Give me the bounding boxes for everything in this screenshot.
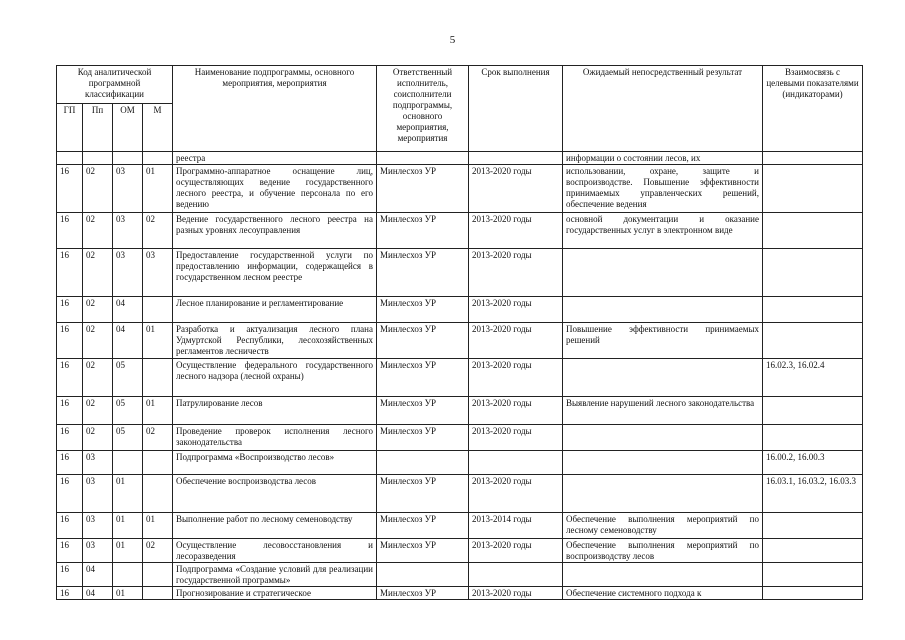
cell-gp: 16	[57, 563, 83, 587]
cell-pp: 03	[83, 539, 113, 563]
cell-indicators	[763, 539, 863, 563]
cell-executor: Минлесхоз УР	[377, 359, 469, 397]
cell-indicators	[763, 397, 863, 425]
cell-term: 2013-2020 годы	[469, 213, 563, 249]
cell-term: 2013-2020 годы	[469, 539, 563, 563]
table-row	[57, 297, 863, 323]
cell-gp: 16	[57, 513, 83, 539]
cell-indicators	[763, 323, 863, 359]
cell-name: Подпрограмма «Создание условий для реализации государственной программы»	[173, 563, 377, 587]
cell-result: Обеспечение выполнения мероприятий по воспроизводству лесов	[563, 539, 763, 563]
cell-pp: 04	[83, 563, 113, 587]
cell-m	[143, 152, 173, 165]
cell-indicators	[763, 563, 863, 587]
cell-result: Обеспечение выполнения мероприятий по лесному семеноводству	[563, 513, 763, 539]
cell-executor: Минлесхоз УР	[377, 249, 469, 297]
cell-executor: Минлесхоз УР	[377, 165, 469, 213]
cell-m: 01	[143, 323, 173, 359]
cell-m: 02	[143, 425, 173, 451]
cell-executor	[377, 563, 469, 587]
cell-pp: 02	[83, 297, 113, 323]
cell-m	[143, 297, 173, 323]
cell-term	[469, 563, 563, 587]
cell-term	[469, 451, 563, 475]
cell-term: 2013-2020 годы	[469, 249, 563, 297]
cell-executor	[377, 152, 469, 165]
cell-pp: 02	[83, 359, 113, 397]
cell-result	[563, 249, 763, 297]
cell-gp: 16	[57, 475, 83, 513]
header-m: М	[143, 104, 173, 152]
header-name: Наименование подпрограммы, основного мероприятия, мероприятия	[173, 66, 377, 152]
cell-executor	[377, 451, 469, 475]
cell-name: Осуществление лесовосстановления и лесоразведения	[173, 539, 377, 563]
cell-name: реестра	[173, 152, 377, 165]
cell-indicators	[763, 425, 863, 451]
cell-om: 03	[113, 165, 143, 213]
cell-pp: 02	[83, 397, 113, 425]
cell-indicators	[763, 513, 863, 539]
header-indicators: Взаимосвязь с целевыми показателями (индикаторами)	[763, 66, 863, 152]
cell-executor: Минлесхоз УР	[377, 425, 469, 451]
cell-m	[143, 587, 173, 600]
cell-indicators: 16.03.1, 16.03.2, 16.03.3	[763, 475, 863, 513]
table-body	[57, 152, 863, 600]
cell-name: Ведение государственного лесного реестра на разных уровнях лесоуправления	[173, 213, 377, 249]
cell-gp: 16	[57, 359, 83, 397]
cell-indicators: 16.00.2, 16.00.3	[763, 451, 863, 475]
table-row	[57, 249, 863, 297]
header-result: Ожидаемый непосредственный результат	[563, 66, 763, 152]
cell-term: 2013-2020 годы	[469, 323, 563, 359]
cell-gp: 16	[57, 451, 83, 475]
cell-term: 2013-2014 годы	[469, 513, 563, 539]
header-om: ОМ	[113, 104, 143, 152]
cell-result: Выявление нарушений лесного законодательства	[563, 397, 763, 425]
cell-executor: Минлесхоз УР	[377, 323, 469, 359]
cell-executor: Минлесхоз УР	[377, 513, 469, 539]
cell-gp: 16	[57, 165, 83, 213]
table-row	[57, 563, 863, 587]
cell-om: 03	[113, 249, 143, 297]
cell-gp	[57, 152, 83, 165]
cell-om: 01	[113, 587, 143, 600]
cell-m: 03	[143, 249, 173, 297]
cell-m: 01	[143, 165, 173, 213]
cell-gp: 16	[57, 587, 83, 600]
cell-pp: 02	[83, 425, 113, 451]
table-row	[57, 359, 863, 397]
header-executor: Ответственный исполнитель, соисполнители подпрограммы, основного мероприятия, мероприятия	[377, 66, 469, 152]
cell-term: 2013-2020 годы	[469, 359, 563, 397]
cell-term	[469, 152, 563, 165]
cell-m	[143, 359, 173, 397]
table-row	[57, 425, 863, 451]
cell-name: Осуществление федерального государственного лесного надзора (лесной охраны)	[173, 359, 377, 397]
cell-executor: Минлесхоз УР	[377, 475, 469, 513]
cell-gp: 16	[57, 249, 83, 297]
cell-om	[113, 152, 143, 165]
cell-om: 04	[113, 323, 143, 359]
header-gp: ГП	[57, 104, 83, 152]
cell-executor: Минлесхоз УР	[377, 539, 469, 563]
cell-name: Лесное планирование и регламентирование	[173, 297, 377, 323]
cell-result	[563, 297, 763, 323]
cell-name: Обеспечение воспроизводства лесов	[173, 475, 377, 513]
table-header	[57, 66, 863, 152]
header-term: Срок выполнения	[469, 66, 563, 152]
cell-gp: 16	[57, 425, 83, 451]
cell-term: 2013-2020 годы	[469, 475, 563, 513]
cell-term: 2013-2020 годы	[469, 397, 563, 425]
cell-pp	[83, 152, 113, 165]
cell-pp: 02	[83, 213, 113, 249]
cell-name: Разработка и актуализация лесного плана Удмуртской Республики, лесохозяйственных регламентов лесничеств	[173, 323, 377, 359]
cell-pp: 03	[83, 475, 113, 513]
cell-indicators	[763, 297, 863, 323]
cell-om: 05	[113, 425, 143, 451]
cell-pp: 03	[83, 513, 113, 539]
cell-name: Программно-аппаратное оснащение лиц, осуществляющих ведение государственного лесного реестра, и обучение персонала по его ведению	[173, 165, 377, 213]
cell-result: Повышение эффективности принимаемых решений	[563, 323, 763, 359]
program-table	[56, 65, 863, 600]
header-pp: Пп	[83, 104, 113, 152]
table-row	[57, 323, 863, 359]
cell-indicators: 16.02.3, 16.02.4	[763, 359, 863, 397]
cell-om: 04	[113, 297, 143, 323]
cell-om: 01	[113, 539, 143, 563]
cell-gp: 16	[57, 539, 83, 563]
cell-name: Подпрограмма «Воспроизводство лесов»	[173, 451, 377, 475]
cell-executor: Минлесхоз УР	[377, 297, 469, 323]
cell-gp: 16	[57, 213, 83, 249]
cell-pp: 04	[83, 587, 113, 600]
table-row	[57, 513, 863, 539]
cell-om: 01	[113, 513, 143, 539]
cell-term: 2013-2020 годы	[469, 165, 563, 213]
cell-result	[563, 451, 763, 475]
cell-name: Проведение проверок исполнения лесного законодательства	[173, 425, 377, 451]
cell-executor: Минлесхоз УР	[377, 397, 469, 425]
table-row	[57, 165, 863, 213]
cell-executor: Минлесхоз УР	[377, 213, 469, 249]
cell-result: Обеспечение системного подхода к	[563, 587, 763, 600]
cell-indicators	[763, 213, 863, 249]
cell-om: 05	[113, 359, 143, 397]
cell-om: 03	[113, 213, 143, 249]
cell-result	[563, 475, 763, 513]
cell-m	[143, 475, 173, 513]
table-row	[57, 152, 863, 165]
table-row	[57, 397, 863, 425]
cell-pp: 02	[83, 165, 113, 213]
cell-name: Предоставление государственной услуги по предоставлению информации, содержащейся в государственном лесном реестре	[173, 249, 377, 297]
cell-term: 2013-2020 годы	[469, 587, 563, 600]
cell-indicators	[763, 587, 863, 600]
cell-m: 01	[143, 513, 173, 539]
cell-indicators	[763, 165, 863, 213]
cell-m: 01	[143, 397, 173, 425]
cell-om: 01	[113, 475, 143, 513]
cell-gp: 16	[57, 323, 83, 359]
cell-m: 02	[143, 213, 173, 249]
cell-m	[143, 563, 173, 587]
cell-executor: Минлесхоз УР	[377, 587, 469, 600]
table-row	[57, 475, 863, 513]
cell-indicators	[763, 249, 863, 297]
cell-result: основной документации и оказание государственных услуг в электронном виде	[563, 213, 763, 249]
cell-pp: 03	[83, 451, 113, 475]
header-code-group: Код аналитической программной классификации	[57, 66, 173, 104]
cell-m	[143, 451, 173, 475]
cell-gp: 16	[57, 297, 83, 323]
cell-indicators	[763, 152, 863, 165]
cell-result: информации о состоянии лесов, их	[563, 152, 763, 165]
cell-term: 2013-2020 годы	[469, 425, 563, 451]
cell-om	[113, 563, 143, 587]
cell-result	[563, 359, 763, 397]
cell-om	[113, 451, 143, 475]
cell-om: 05	[113, 397, 143, 425]
cell-name: Прогнозирование и стратегическое	[173, 587, 377, 600]
cell-name: Патрулирование лесов	[173, 397, 377, 425]
cell-result	[563, 563, 763, 587]
cell-name: Выполнение работ по лесному семеноводству	[173, 513, 377, 539]
cell-result	[563, 425, 763, 451]
cell-pp: 02	[83, 323, 113, 359]
table-row	[57, 539, 863, 563]
cell-result: использовании, охране, защите и воспроизводстве. Повышение эффективности принимаемых управленческих решений, обеспечение ведения	[563, 165, 763, 213]
cell-term: 2013-2020 годы	[469, 297, 563, 323]
cell-pp: 02	[83, 249, 113, 297]
page-number: 5	[449, 34, 456, 46]
table-row	[57, 451, 863, 475]
cell-m: 02	[143, 539, 173, 563]
table-row	[57, 213, 863, 249]
cell-gp: 16	[57, 397, 83, 425]
table-row	[57, 587, 863, 600]
